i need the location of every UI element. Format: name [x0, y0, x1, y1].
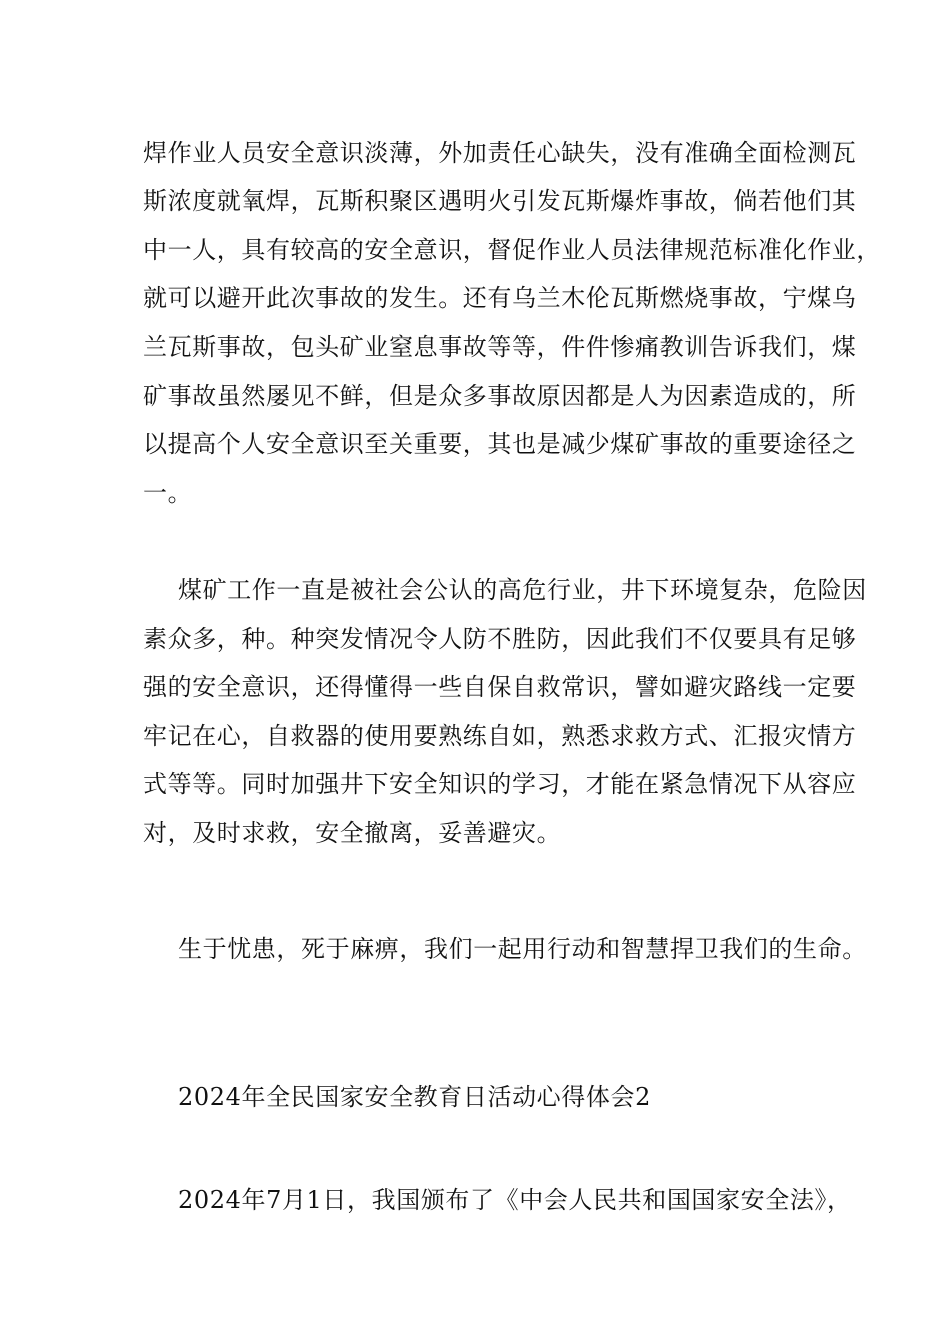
text-line: 以提高个人安全意识至关重要，其也是减少煤矿事故的重要途径之: [143, 430, 857, 458]
text-line: 强的安全意识，还得懂得一些自保自救常识，譬如避灾路线一定要: [143, 673, 857, 701]
text-line: 牢记在心，自救器的使用要熟练自如，熟悉求救方式、汇报灾情方: [143, 722, 857, 750]
text-line: 斯浓度就氧焊，瓦斯积聚区遇明火引发瓦斯爆炸事故，倘若他们其: [143, 187, 857, 215]
text-line: 焊作业人员安全意识淡薄，外加责任心缺失，没有准确全面检测瓦: [143, 139, 857, 167]
text-line: 一。: [143, 479, 193, 507]
text-line: 煤矿工作一直是被社会公认的高危行业，井下环境复杂，危险因: [178, 576, 867, 604]
section-heading: 2024年全民国家安全教育日活动心得体会2: [178, 1083, 651, 1111]
text-line: 中一人，具有较高的安全意识，督促作业人员法律规范标准化作业，: [143, 236, 881, 264]
text-line: 对，及时求救，安全撤离，妥善避灾。: [143, 819, 562, 847]
text-line: 兰瓦斯事故，包头矿业窒息事故等等，件件惨痛教训告诉我们，煤: [143, 333, 857, 361]
text-line: 式等等。同时加强井下安全知识的学习，才能在紧急情况下从容应: [143, 770, 857, 798]
text-line: 就可以避开此次事故的发生。还有乌兰木伦瓦斯燃烧事故，宁煤乌: [143, 284, 857, 312]
text-line: 素众多，种。种突发情况令人防不胜防，因此我们不仅要具有足够: [143, 625, 857, 653]
text-line: 2024年7月1日，我国颁布了《中会人民共和国国家安全法》，: [178, 1186, 852, 1214]
text-line: 矿事故虽然屡见不鲜，但是众多事故原因都是人为因素造成的，所: [143, 382, 857, 410]
text-line: 生于忧患，死于麻痹，我们一起用行动和智慧捍卫我们的生命。: [178, 935, 867, 963]
